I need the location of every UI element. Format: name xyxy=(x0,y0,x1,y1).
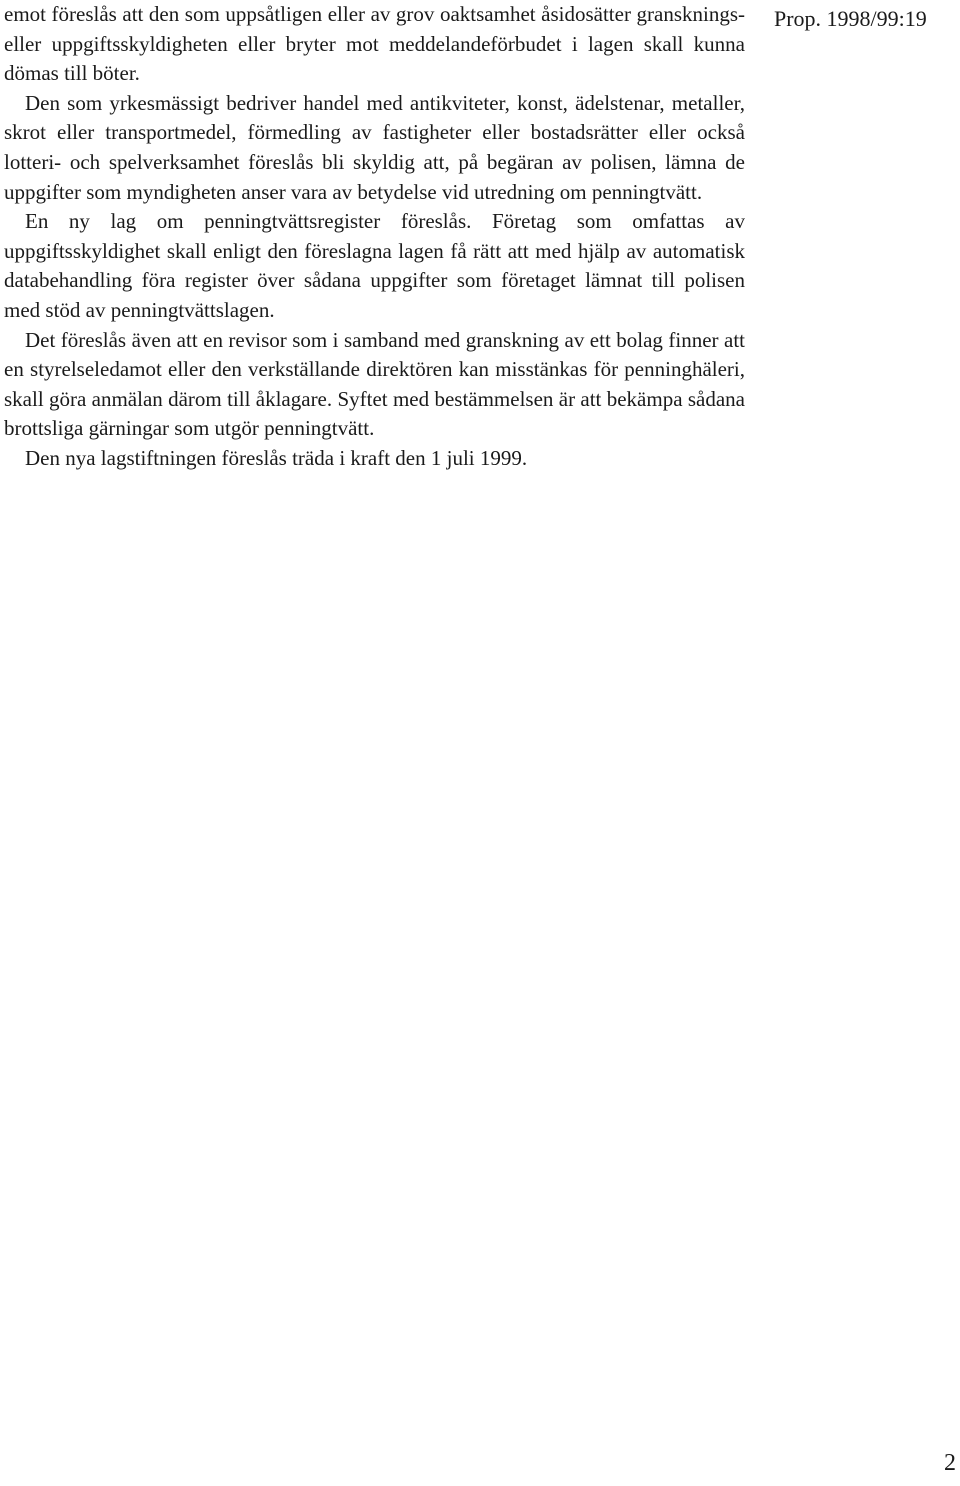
paragraph-register-law: En ny lag om penningtvättsregister föreslås. Företag som omfattas av uppgiftsskyldighet skall enligt den föreslagna lagen få rätt att med hjälp av automatisk databehandling föra register över sådana uppgifter som företaget lämnat till polisen med stöd av penningtvättslagen. xyxy=(4,209,745,322)
proposition-reference: Prop. 1998/99:19 xyxy=(774,6,927,31)
page-number: 2 xyxy=(944,1450,956,1476)
document-body xyxy=(4,0,745,474)
paragraph-penalty: emot föreslås att den som uppsåtligen eller av grov oaktsamhet åsidosätter gransknings- eller uppgiftsskyldigheten eller bryter mot meddelandeförbudet i lagen skall kunna dömas till böter. xyxy=(4,2,745,86)
paragraph-reporting-duty: Den som yrkesmässigt bedriver handel med antikviteter, konst, ädelstenar, metaller, skrot eller transportmedel, förmedling av fastigheter eller bostadsrätter eller också lotteri- och spelverksamhet föreslås bli skyldig att, på begäran av polisen, lämna de uppgifter som myndigheten anser vara av betydelse vid utredning om penningtvätt. xyxy=(4,90,745,204)
paragraph-entry-into-force: Den nya lagstiftningen föreslås träda i kraft den 1 juli 1999. xyxy=(25,445,528,470)
paragraph-auditor-report: Det föreslås även att en revisor som i samband med granskning av ett bolag finner att en styrelseledamot eller den verkställande direktören kan misstänkas för penninghäleri, skall göra anmälan därom till åklagare. Syftet med bestämmelsen är att bekämpa sådana brottsliga gärningar som utgör penningtvätt. xyxy=(4,327,745,441)
